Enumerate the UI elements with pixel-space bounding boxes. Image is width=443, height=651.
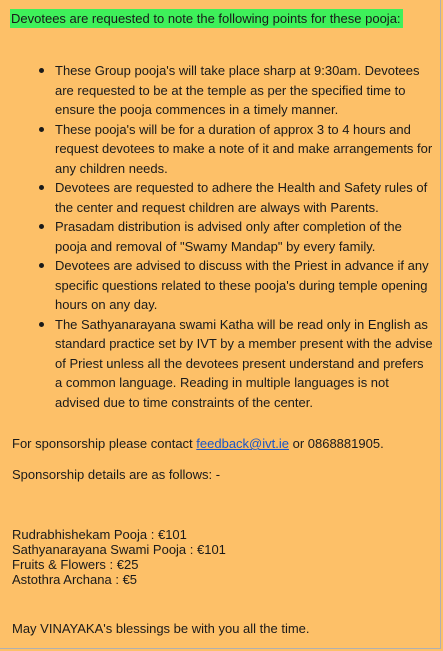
sponsorship-prefix: For sponsorship please contact (12, 436, 197, 451)
guideline-item: The Sathyanarayana swami Katha will be read only in English as standard practice set by IVT by a member present with the advise of Priest unless all the devotees present understand and prefers a common language. Reading in multiple languages is not advised due to time constraints of the center. (55, 315, 440, 413)
sponsorship-details-heading: Sponsorship details are as follows: - (12, 467, 221, 482)
guideline-item: Prasadam distribution is advised only after completion of the pooja and removal of "Swamy Mandap" by every family. (55, 217, 440, 256)
price-item: Sathyanarayana Swami Pooja : €101 (12, 542, 226, 557)
guideline-item: Devotees are requested to adhere the Health and Safety rules of the center and request children are always with Parents. (55, 178, 440, 217)
intro-highlighted-text: Devotees are requested to note the following points for these pooja: (11, 11, 401, 26)
price-item: Fruits & Flowers : €25 (12, 557, 139, 572)
closing-blessing: May VINAYAKA's blessings be with you all the time. (12, 621, 310, 636)
guideline-item: These pooja's will be for a duration of approx 3 to 4 hours and request devotees to make a note of it and make arrangements for any children needs. (55, 120, 440, 179)
price-item: Rudrabhishekam Pooja : €101 (12, 527, 187, 542)
guideline-item: Devotees are advised to discuss with the Priest in advance if any specific questions related to these pooja's during temple opening hours on any day. (55, 256, 440, 315)
price-item: Astothra Archana : €5 (12, 572, 138, 587)
pooja-guidelines-list (0, 61, 440, 412)
guideline-item: These Group pooja's will take place sharp at 9:30am. Devotees are requested to be at the temple as per the specified time to ensure the pooja commences in a timely manner. (55, 61, 440, 120)
sponsorship-contact-line (12, 435, 384, 452)
sponsorship-phone: or 0868881905. (288, 436, 384, 451)
feedback-email-link[interactable]: feedback@ivt.ie (196, 436, 289, 451)
